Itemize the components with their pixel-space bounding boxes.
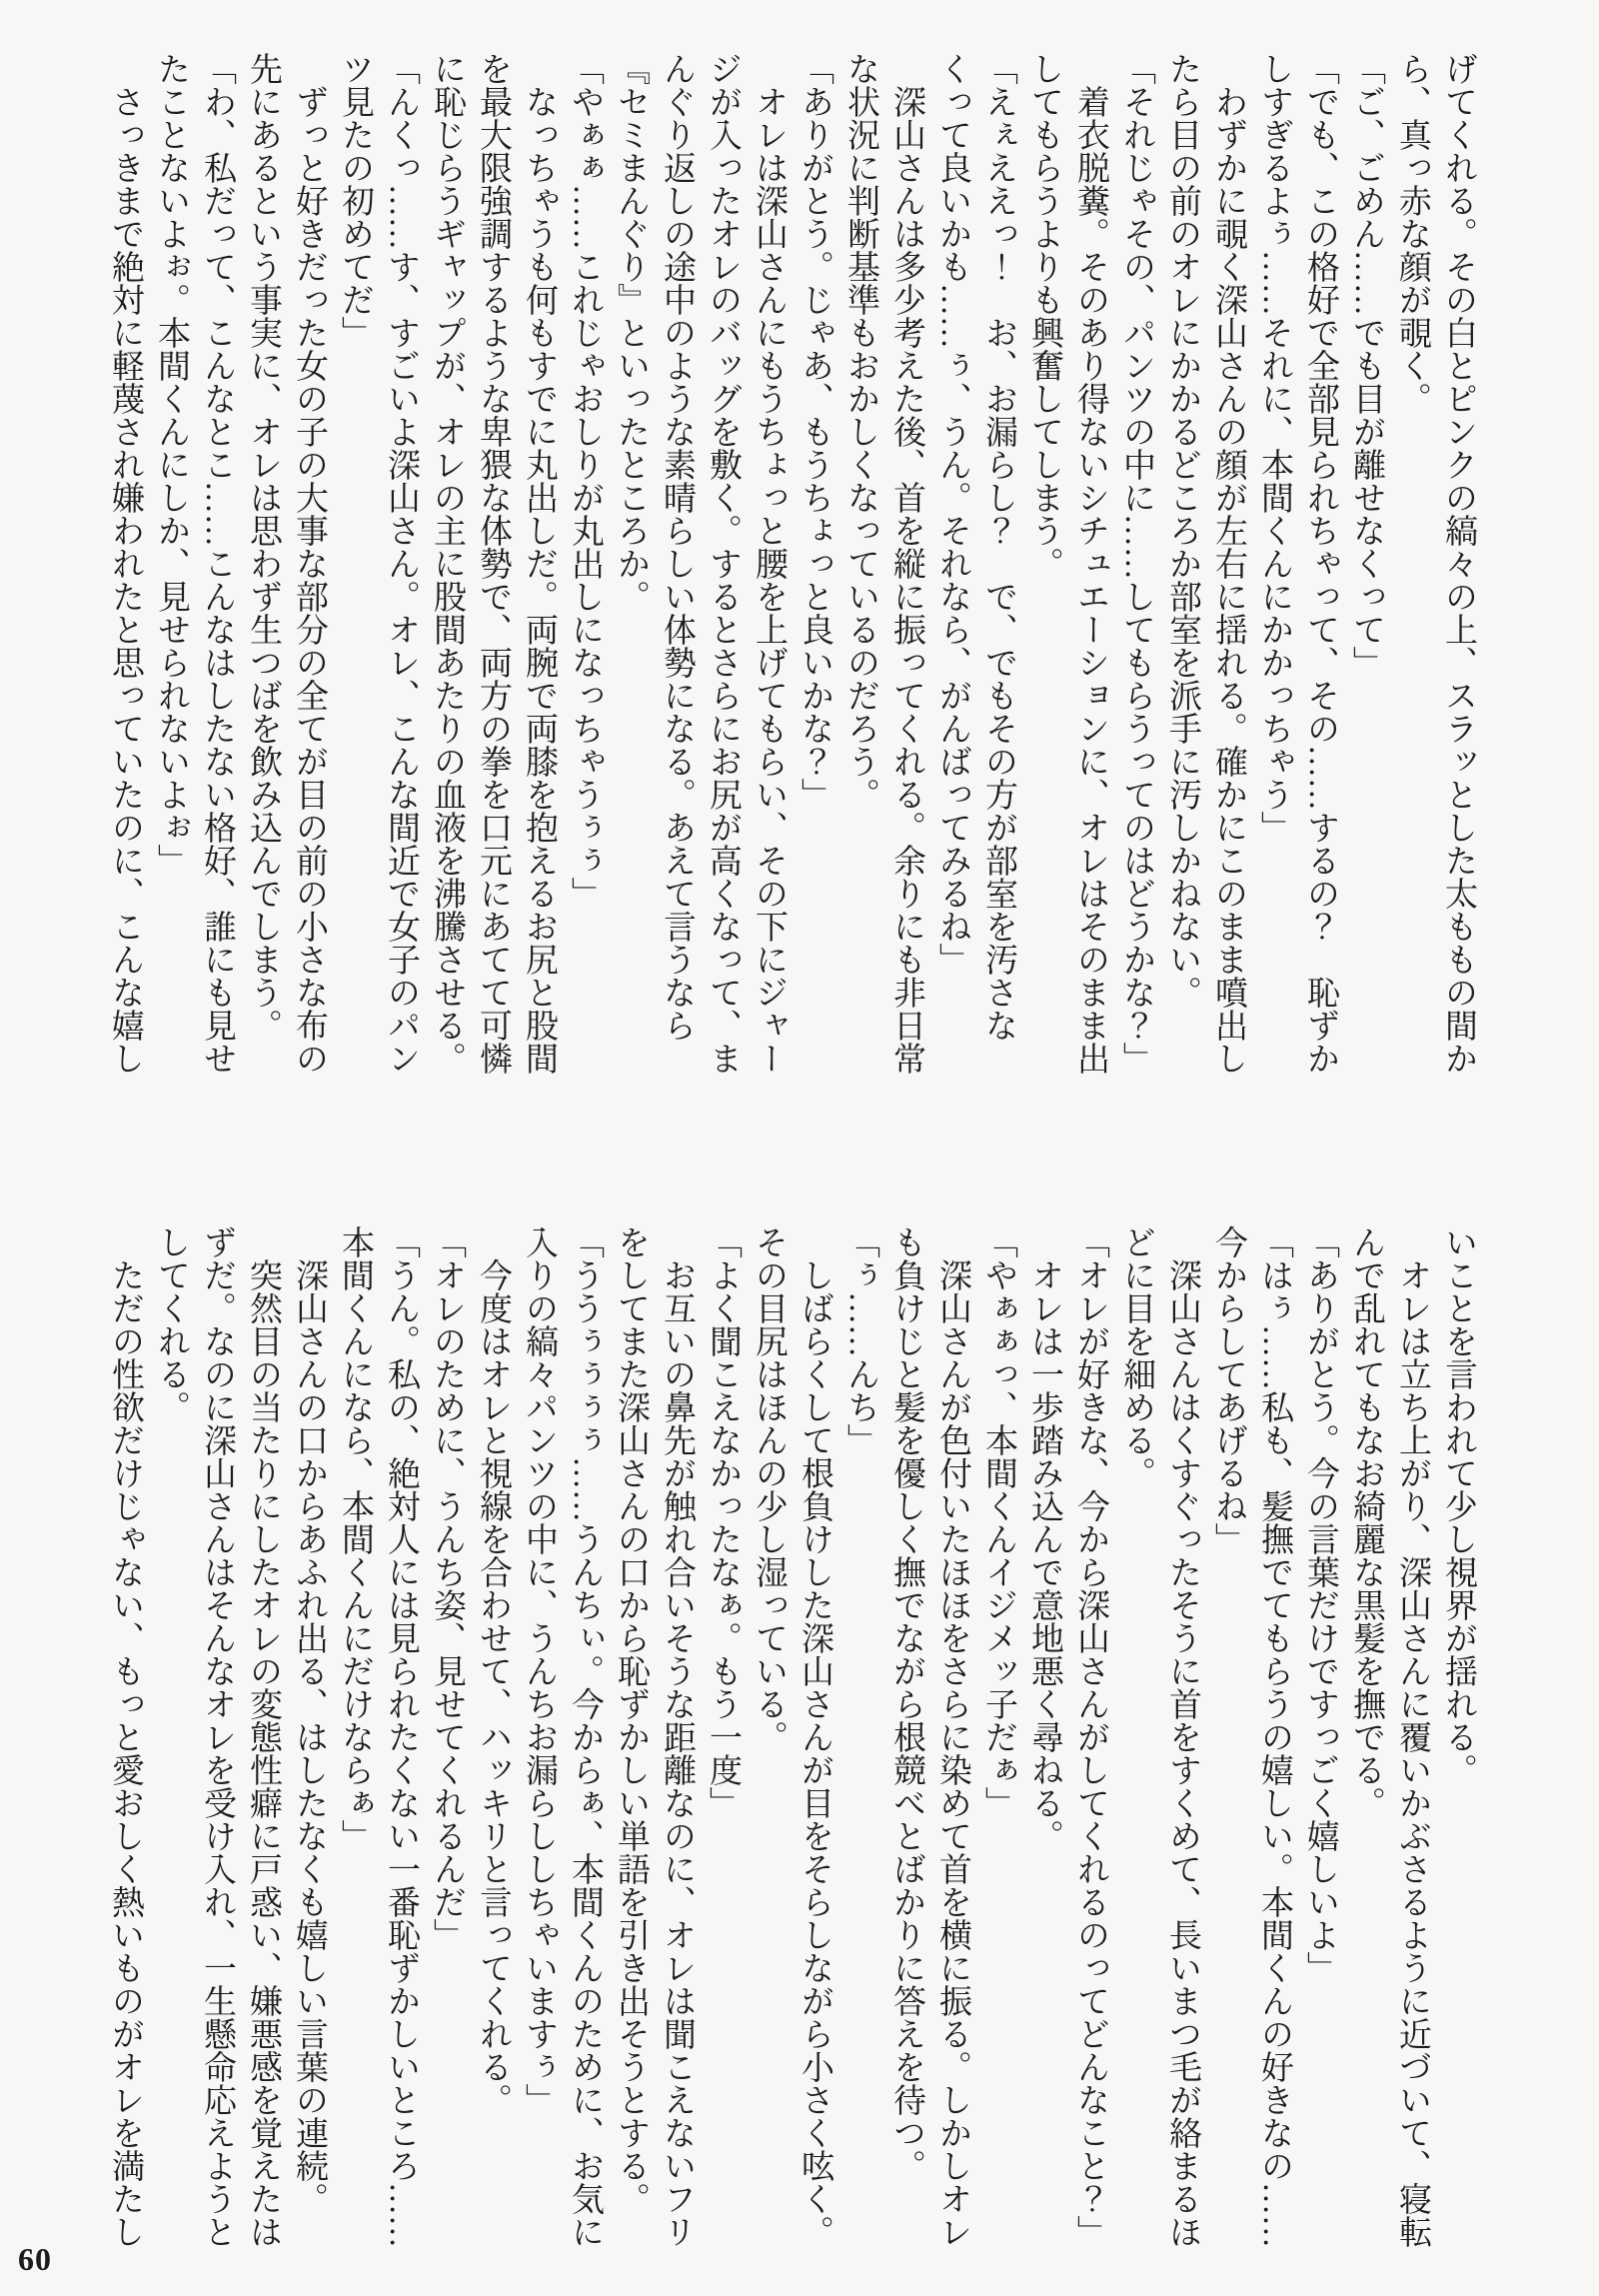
text-column: オレは深山さんにもうちょっと腰を上げてもらい、その下にジャー bbox=[751, 52, 787, 1075]
text-column: 深山さんは多少考えた後、首を縦に振ってくれる。余りにも非日常 bbox=[888, 52, 924, 1075]
text-column: わずかに覗く深山さんの顔が左右に揺れる。確かにこのまま噴出し bbox=[1210, 52, 1246, 1075]
text-column: 「んくっ……す、すごいよ深山さん。オレ、こんな間近で女子のパン bbox=[383, 52, 419, 1075]
text-column: 「ううぅぅぅぅ……うんちぃ。今からぁ、本間くんのために、お気に bbox=[567, 1225, 603, 2248]
text-column: 突然目の当たりにしたオレの変態性癖に戸惑い、嫌悪感を覚えたは bbox=[245, 1225, 281, 2248]
text-column: してもらうよりも興奮してしまう。 bbox=[1026, 52, 1062, 580]
text-column: 着衣脱糞。そのあり得ないシチュエーションに、オレはそのまま出 bbox=[1072, 52, 1108, 1075]
text-column: オレは立ち上がり、深山さんに覆いかぶさるように近づいて、寝転 bbox=[1394, 1225, 1430, 2248]
text-column: 「えぇええっ！ お、お漏らし？ で、でもその方が部室を汚さな bbox=[980, 52, 1016, 1042]
text-column: どに目を細める。 bbox=[1118, 1225, 1154, 1489]
text-column: お互いの鼻先が触れ合いそうな距離なのに、オレは聞こえないフリ bbox=[659, 1225, 695, 2248]
text-column: 深山さんが色付いたほほをさらに染めて首を横に振る。しかしオレ bbox=[934, 1225, 970, 2248]
text-column: ジが入ったオレのバッグを敷く。するとさらにお尻が高くなって、ま bbox=[705, 52, 741, 1075]
text-column: ずっと好きだった女の子の大事な部分の全てが目の前の小さな布の bbox=[291, 52, 327, 1075]
text-column: 「うん。私の、絶対人には見られたくない一番恥ずかしいところ…… bbox=[383, 1225, 419, 2248]
page-number: 60 bbox=[18, 2241, 52, 2277]
text-column: 「でも、この格好で全部見られちゃって、その……するの？ 恥ずか bbox=[1302, 52, 1338, 1075]
text-column: 「オレが好きな、今から深山さんがしてくれるのってどんなこと？」 bbox=[1072, 1225, 1108, 2248]
text-column: ずだ。なのに深山さんはそんなオレを受け入れ、一生懸命応えようと bbox=[199, 1225, 235, 2248]
text-column: 「はぅ……私も、髪撫でてもらうの嬉しい。本間くんの好きなの…… bbox=[1256, 1225, 1292, 2248]
text-column: 「ありがとう。今の言葉だけですっごく嬉しいよ」 bbox=[1302, 1225, 1338, 1984]
text-column: さっきまで絶対に軽蔑され嫌われたと思っていたのに、こんな嬉し bbox=[107, 52, 143, 1075]
text-column: ただの性欲だけじゃない、もっと愛おしく熱いものがオレを満たし bbox=[107, 1225, 143, 2248]
text-column: な状況に判断基準もおかしくなっているのだろう。 bbox=[842, 52, 878, 811]
text-column: を最大限強調するような卑猥な体勢で、両方の拳を口元にあてて可憐 bbox=[475, 52, 511, 1075]
text-column: 「ぅ……んち」 bbox=[842, 1225, 878, 1456]
text-column: んで乱れてもなお綺麗な黒髪を撫でる。 bbox=[1348, 1225, 1384, 1819]
text-column: 『セミまんぐり』といったところか。 bbox=[613, 52, 649, 613]
text-column: 「ありがとう。じゃあ、もうちょっと良いかな？」 bbox=[797, 52, 832, 811]
text-column: 本間くんになら、本間くんにだけならぁ」 bbox=[337, 1225, 373, 1852]
text-column: 今度はオレと視線を合わせて、ハッキリと言ってくれる。 bbox=[475, 1225, 511, 2116]
text-column: してくれる。 bbox=[153, 1225, 189, 1423]
text-column: ツ見たの初めてだ」 bbox=[337, 52, 373, 349]
text-column: 「それじゃその、パンツの中に……してもらうってのはどうかな？」 bbox=[1118, 52, 1154, 1075]
text-column: をしてまた深山さんの口から恥ずかしい単語を引き出そうとする。 bbox=[613, 1225, 649, 2215]
text-column: 今からしてあげるね」 bbox=[1210, 1225, 1246, 1555]
text-column: その目尻はほんの少し湿っている。 bbox=[751, 1225, 787, 1753]
text-column: 「よく聞こえなかったなぁ。もう一度」 bbox=[705, 1225, 741, 1819]
text-column: オレは一歩踏み込んで意地悪く尋ねる。 bbox=[1026, 1225, 1062, 1852]
text-column: 「やぁぁっ、本間くんイジメッ子だぁ」 bbox=[980, 1225, 1016, 1819]
text-column: 「わ、私だって、こんなとこ……こんなはしたない格好、誰にも見せ bbox=[199, 52, 235, 1075]
text-column: げてくれる。その白とピンクの縞々の上、スラッとした太ももの間か bbox=[1440, 52, 1476, 1075]
text-column: しすぎるよぅ……それに、本間くんにかかっちゃう」 bbox=[1256, 52, 1292, 844]
text-column: 先にあるという事実に、オレは思わず生つばを飲み込んでしまう。 bbox=[245, 52, 281, 1042]
text-column: 「やぁぁ……これじゃおしりが丸出しになっちゃうぅぅ」 bbox=[567, 52, 603, 910]
text-column: しばらくして根負けした深山さんが目をそらしながら小さく呟く。 bbox=[797, 1225, 832, 2248]
text-column: 「オレのために、うんち姿、見せてくれるんだ」 bbox=[429, 1225, 465, 1951]
text-column: くって良いかも……ぅ、うん。それなら、がんばってみるね」 bbox=[934, 52, 970, 976]
text-column: も負けじと髪を優しく撫でながら根競べとばかりに答えを待つ。 bbox=[888, 1225, 924, 2182]
text-column: 「ご、ごめん……でも目が離せなくって」 bbox=[1348, 52, 1384, 679]
text-block-bottom bbox=[100, 1225, 1481, 2275]
text-column: いことを言われて少し視界が揺れる。 bbox=[1440, 1225, 1476, 1786]
text-column: んぐり返しの途中のような素晴らしい体勢になる。あえて言うなら bbox=[659, 52, 695, 1042]
text-column: に恥じらうギャップが、オレの主に股間あたりの血液を沸騰させる。 bbox=[429, 52, 465, 1075]
text-column: なっちゃうも何もすでに丸出しだ。両腕で両膝を抱えるお尻と股間 bbox=[521, 52, 557, 1075]
text-column: たことないよぉ。本間くんにしか、見せられないよぉ」 bbox=[153, 52, 189, 877]
text-column: 入りの縞々パンツの中に、うんちお漏らししちゃいますぅ」 bbox=[521, 1225, 557, 2116]
text-column: 深山さんはくすぐったそうに首をすくめて、長いまつ毛が絡まるほ bbox=[1164, 1225, 1200, 2248]
text-column: 深山さんの口からあふれ出る、はしたなくも嬉しい言葉の連続。 bbox=[291, 1225, 327, 2215]
text-column: たら目の前のオレにかかるどころか部室を派手に汚しかねない。 bbox=[1164, 52, 1200, 1009]
text-column: ら、真っ赤な顔が覗く。 bbox=[1394, 52, 1430, 415]
text-block-top bbox=[100, 52, 1481, 1098]
